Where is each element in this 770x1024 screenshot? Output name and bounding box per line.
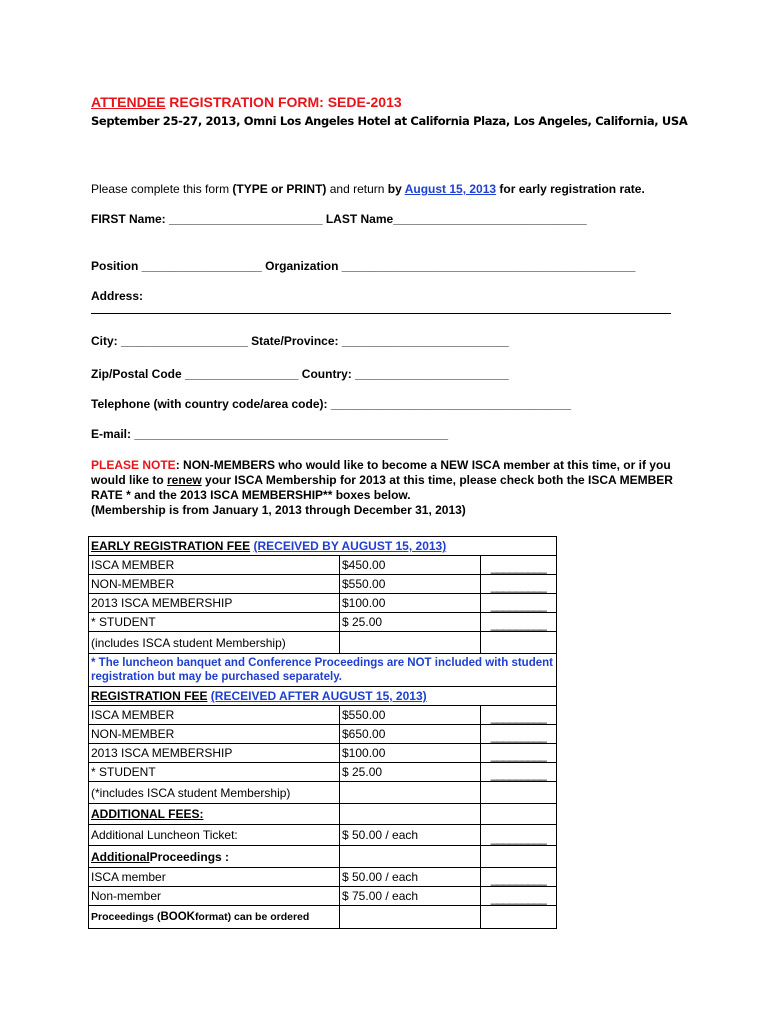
fee-price: $ 25.00 (340, 763, 481, 781)
fee-amount-blank[interactable]: _________ (490, 872, 547, 886)
deadline-date-link[interactable]: August 15, 2013 (404, 182, 497, 196)
fee-label: NON-MEMBER (89, 575, 340, 593)
table-row (89, 825, 556, 846)
fee-price: $450.00 (340, 556, 481, 574)
fee-amount-blank[interactable]: _________ (490, 767, 547, 781)
telephone-field[interactable]: Telephone (with country code/area code): ____________________________________ (91, 397, 572, 411)
event-subtitle: September 25-27, 2013, Omni Los Angeles Hotel at California Plaza, Los Angeles, California, USA (91, 114, 688, 128)
table-row (89, 725, 556, 744)
fee-price: $ 50.00 / each (340, 868, 481, 886)
city-state-fields[interactable]: City: ___________________ State/Province: _________________________ (91, 334, 509, 348)
early-fee-title: EARLY REGISTRATION FEE (91, 539, 251, 553)
address-field[interactable] (91, 313, 671, 314)
table-row (89, 594, 556, 613)
fee-price: $550.00 (340, 706, 481, 724)
empty-cell (481, 846, 556, 867)
proceedings-header-row (89, 846, 556, 868)
proceedings-title-rest: Proceedings : (149, 849, 230, 864)
intro-text-1: Please complete this form (91, 182, 233, 196)
fee-label: 2013 ISCA MEMBERSHIP (89, 744, 340, 762)
late-fee-header-row (89, 687, 556, 706)
fee-price: $ 75.00 / each (340, 887, 481, 905)
fee-label: ISCA MEMBER (89, 556, 340, 574)
name-fields[interactable]: FIRST Name: _______________________ LAST Name_____________________________ (91, 212, 587, 226)
table-row (89, 782, 556, 804)
position-organization-fields[interactable]: Position __________________ Organization ____________________________________________ (91, 259, 636, 273)
book-format-note (89, 906, 340, 928)
fee-price: $100.00 (340, 744, 481, 762)
zip-country-fields[interactable]: Zip/Postal Code _________________ Country: _______________________ (91, 367, 509, 381)
note-text-1: NON-MEMBERS who would like to become a NEW ISCA member at this time, or if you would like to (91, 458, 671, 487)
fee-amount-blank[interactable]: _________ (490, 617, 547, 631)
fee-label: Additional Luncheon Ticket: (89, 825, 340, 845)
book-text-1: Proceedings ( (91, 911, 161, 923)
early-fee-header (89, 537, 556, 555)
note-renew: renew (167, 473, 202, 487)
early-fee-deadline: (RECEIVED BY AUGUST 15, 2013) (253, 539, 447, 553)
table-row (89, 575, 556, 594)
fee-label: * STUDENT (89, 613, 340, 631)
fee-price: $650.00 (340, 725, 481, 743)
proceedings-title-underlined: Additional (91, 849, 150, 864)
empty-cell (481, 804, 556, 824)
fee-amount-blank[interactable]: _________ (490, 598, 547, 612)
student-membership-note: (includes ISCA student Membership) (89, 632, 340, 653)
empty-cell (340, 632, 481, 653)
book-text-3: format) can be ordered (194, 911, 310, 923)
note-colon: : (175, 458, 184, 472)
empty-cell (481, 632, 556, 653)
table-row (89, 887, 556, 906)
table-row (89, 763, 556, 782)
early-fee-header-row (89, 537, 556, 556)
proceedings-title (89, 846, 340, 867)
empty-cell (481, 906, 556, 928)
late-fee-header (89, 687, 556, 705)
fee-amount-blank[interactable]: _________ (490, 748, 547, 762)
table-row (89, 744, 556, 763)
table-row (89, 632, 556, 654)
table-row (89, 706, 556, 725)
fee-price: $ 25.00 (340, 613, 481, 631)
table-row (89, 613, 556, 632)
email-field[interactable]: E-mail: _______________________________________________ (91, 427, 449, 441)
fee-label: ISCA member (89, 868, 340, 886)
fee-label: Non-member (89, 887, 340, 905)
table-row (89, 868, 556, 887)
book-text-2: BOOK (160, 911, 195, 923)
empty-cell (481, 782, 556, 803)
membership-note (91, 458, 691, 518)
intro-by: by (387, 182, 405, 196)
late-fee-title: REGISTRATION FEE (91, 689, 208, 703)
additional-fees-title: ADDITIONAL FEES: (89, 804, 340, 824)
intro-instructions (91, 182, 645, 196)
fee-price: $ 50.00 / each (340, 825, 481, 845)
empty-cell (340, 804, 481, 824)
intro-text-3: and return (326, 182, 388, 196)
fee-table (88, 536, 557, 929)
table-row (89, 556, 556, 575)
fee-amount-blank[interactable]: _________ (490, 560, 547, 574)
address-label: Address: (91, 289, 144, 303)
empty-cell (340, 846, 481, 867)
note-label: PLEASE NOTE (91, 458, 176, 472)
membership-period: (Membership is from January 1, 2013 through December 31, 2013) (91, 503, 466, 517)
fee-label: * STUDENT (89, 763, 340, 781)
intro-type-print: (TYPE or PRINT) (232, 182, 327, 196)
fee-label: ISCA MEMBER (89, 706, 340, 724)
title-attendee: ATTENDEE (91, 94, 166, 110)
fee-price: $550.00 (340, 575, 481, 593)
fee-label: 2013 ISCA MEMBERSHIP (89, 594, 340, 612)
additional-fees-header-row (89, 804, 556, 825)
form-title (91, 94, 402, 110)
table-row (89, 906, 556, 928)
empty-cell (340, 782, 481, 803)
fee-price: $100.00 (340, 594, 481, 612)
luncheon-note: * The luncheon banquet and Conference Proceedings are NOT included with student registration but may be purchased separately. (91, 657, 553, 683)
empty-cell (340, 906, 481, 928)
intro-text-5: for early registration rate. (496, 182, 645, 196)
note-text-2: your ISCA Membership for 2013 at this time, please check both the ISCA MEMBER RATE * and the 2013 ISCA MEMBERSHIP** boxes below. (91, 473, 673, 502)
fee-amount-blank[interactable]: _________ (490, 579, 547, 593)
late-fee-deadline: (RECEIVED AFTER AUGUST 15, 2013) (210, 689, 427, 703)
fee-amount-blank[interactable]: _________ (490, 891, 547, 905)
title-rest: REGISTRATION FORM: SEDE-2013 (165, 94, 402, 110)
fee-amount-blank[interactable]: _________ (490, 710, 547, 724)
fee-amount-blank[interactable]: _________ (490, 831, 547, 845)
student-membership-note: (*includes ISCA student Membership) (89, 782, 340, 803)
fee-label: NON-MEMBER (89, 725, 340, 743)
luncheon-note-row (89, 654, 556, 687)
fee-amount-blank[interactable]: _________ (490, 729, 547, 743)
